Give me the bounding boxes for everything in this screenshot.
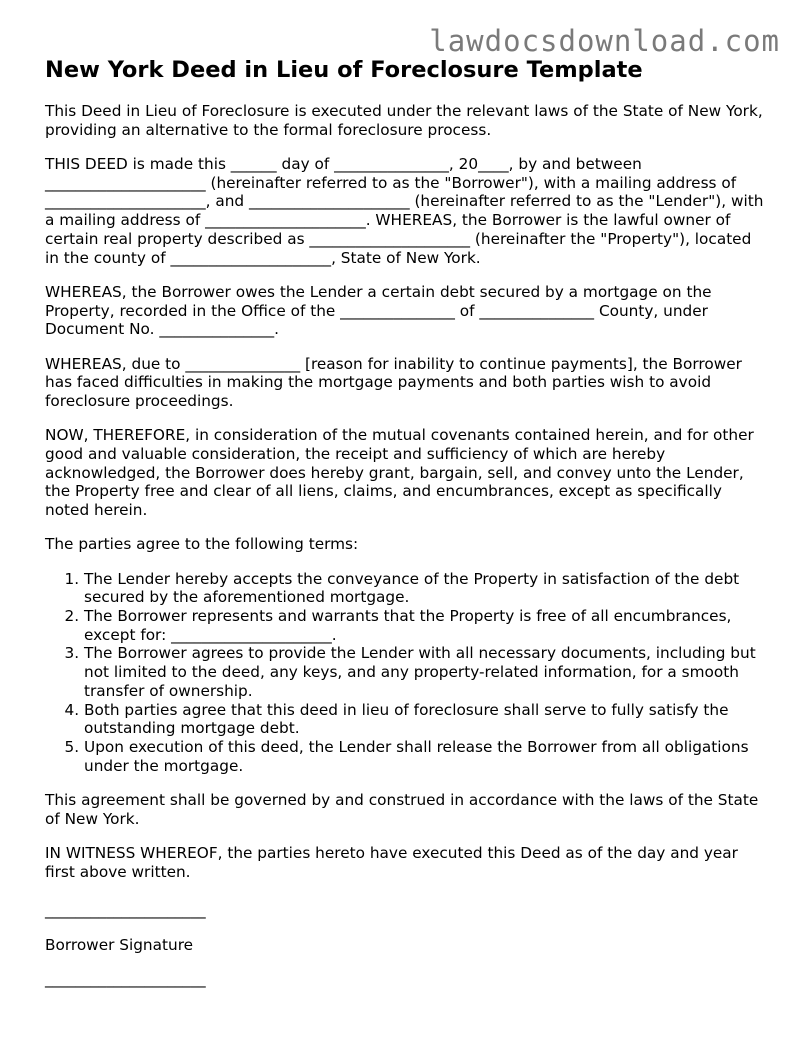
- governing-law-paragraph: This agreement shall be governed by and construed in accordance with the laws of the State of New York.: [45, 790, 759, 828]
- conveyance-paragraph: NOW, THEREFORE, in consideration of the mutual covenants contained herein, and for other good and valuable consideration, the receipt and sufficiency of which are hereby acknowledged, the Borrower does hereby grant, bargain, sell, and convey unto the Lender, the Property free and clear of all liens, claims, and encumbrances, except as specifically noted herein.: [45, 426, 754, 520]
- intro-paragraph: This Deed in Lieu of Foreclosure is executed under the relevant laws of the State of New York, providing an alternative to the formal foreclosure process.: [45, 102, 763, 139]
- lender-signature-line: _____________________: [45, 969, 206, 988]
- witness-paragraph: IN WITNESS WHEREOF, the parties hereto have executed this Deed as of the day and year first above written.: [45, 843, 738, 881]
- term-item: 5. Upon execution of this deed, the Lender shall release the Borrower from all obligations under the mortgage.: [84, 738, 765, 775]
- difficulties-paragraph: WHEREAS, due to _______________ [reason for inability to continue payments], the Borrower has faced difficulties in making the mortgage payments and both parties wish to avoid foreclosure proceedings.: [45, 354, 742, 410]
- term-item: 3. The Borrower agrees to provide the Lender with all necessary documents, including but not limited to the deed, any keys, and any property-related information, for a smooth transfer of ownership.: [84, 644, 765, 700]
- debt-paragraph: WHEREAS, the Borrower owes the Lender a certain debt secured by a mortgage on the Property, recorded in the Office of the _______________ of _______________ County, under Document No. _______________.: [45, 282, 712, 339]
- signature-block: [45, 901, 765, 988]
- document-body: [45, 102, 765, 1004]
- term-item: 4. Both parties agree that this deed in lieu of foreclosure shall serve to fully satisfy the outstanding mortgage debt.: [84, 701, 765, 738]
- terms-list: [45, 570, 765, 776]
- parties-paragraph: THIS DEED is made this ______ day of _______________, 20____, by and between _____________________ (hereinafter referred to as the "Borrower"), with a mailing address of _____________________, and _____________________ (hereinafter referred to as the "Lender"), with a mailing address of _____________________. WHEREAS, the Borrower is the lawful owner of certain real property described as _____________________ (hereinafter the "Property"), located in the county of _____________________, State of New York.: [45, 155, 764, 267]
- borrower-signature-label: Borrower Signature: [45, 935, 194, 954]
- watermark: lawdocsdownload.com: [429, 24, 780, 58]
- document-title: New York Deed in Lieu of Foreclosure Template: [45, 57, 643, 83]
- term-item: 2. The Borrower represents and warrants that the Property is free of all encumbrances, except for: _____________________.: [84, 607, 765, 644]
- term-item: 1. The Lender hereby accepts the conveyance of the Property in satisfaction of the debt secured by the aforementioned mortgage.: [84, 570, 765, 607]
- borrower-signature-line: _____________________: [45, 901, 206, 920]
- terms-intro: The parties agree to the following terms:: [45, 535, 359, 554]
